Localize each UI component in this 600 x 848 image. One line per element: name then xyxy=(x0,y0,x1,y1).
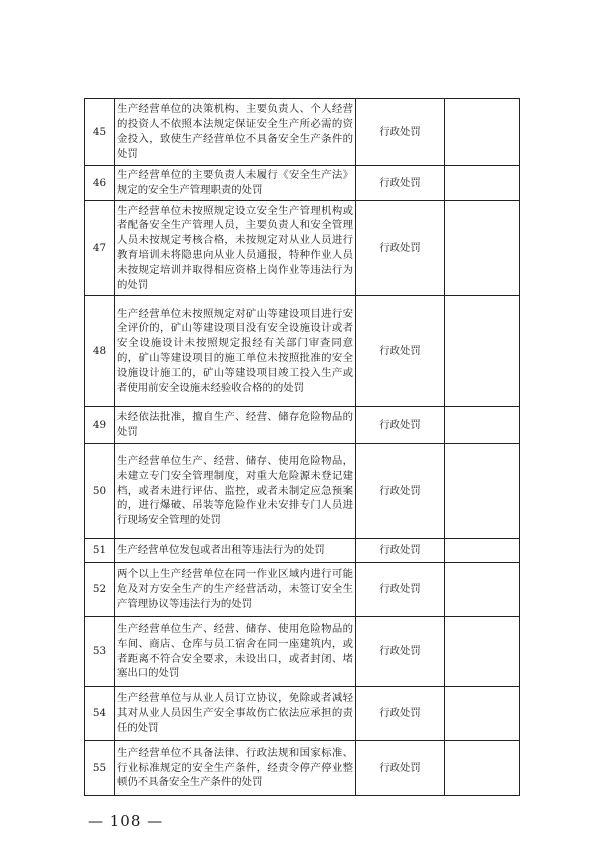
item-description: 生产经营单位生产、经营、储存、使用危险物品的车间、商店、仓库与员工宿舍在同一座建筑内，或者距离不符合安全要求，未设出口，或者封闭、堵塞出口的处罚 xyxy=(115,617,356,687)
item-remark xyxy=(445,296,520,407)
item-category: 行政处罚 xyxy=(356,444,445,539)
item-category: 行政处罚 xyxy=(356,741,445,796)
table-row xyxy=(85,687,520,741)
table-row xyxy=(85,201,520,296)
item-description: 生产经营单位未按照规定对矿山等建设项目进行安全评价的，矿山等建设项目没有安全设施设计或者安全设施设计未按照规定报经有关部门审查同意的，矿山等建设项目的施工单位未按照批准的安全设施设计施工的，矿山等建设项目竣工投入生产或者使用前安全设施未经验收合格的的处罚 xyxy=(115,296,356,407)
item-number: 45 xyxy=(85,99,115,166)
item-category: 行政处罚 xyxy=(356,296,445,407)
item-category: 行政处罚 xyxy=(356,99,445,166)
item-description: 生产经营单位发包或者出租等违法行为的处罚 xyxy=(115,539,356,563)
item-category: 行政处罚 xyxy=(356,617,445,687)
item-description: 生产经营单位的决策机构、主要负责人、个人经营的投资人不依照本法规定保证安全生产所必需的资金投入，致使生产经营单位不具备安全生产条件的处罚 xyxy=(115,99,356,166)
item-category: 行政处罚 xyxy=(356,407,445,444)
item-remark xyxy=(445,201,520,296)
item-number: 55 xyxy=(85,741,115,796)
table-row xyxy=(85,617,520,687)
item-description: 生产经营单位不具备法律、行政法规和国家标准、行业标准规定的安全生产条件，经责令停产停业整顿仍不具备安全生产条件的处罚 xyxy=(115,741,356,796)
table-row xyxy=(85,166,520,201)
item-category: 行政处罚 xyxy=(356,563,445,617)
item-number: 51 xyxy=(85,539,115,563)
item-remark xyxy=(445,444,520,539)
item-number: 49 xyxy=(85,407,115,444)
item-number: 47 xyxy=(85,201,115,296)
table-row xyxy=(85,444,520,539)
item-remark xyxy=(445,617,520,687)
item-number: 48 xyxy=(85,296,115,407)
item-remark xyxy=(445,99,520,166)
item-category: 行政处罚 xyxy=(356,201,445,296)
item-description: 生产经营单位生产、经营、储存、使用危险物品，未建立专门安全管理制度，对重大危险源未登记建档，或者未进行评估、监控，或者未制定应急预案的，进行爆破、吊装等危险作业未安排专门人员进行现场安全管理的处罚 xyxy=(115,444,356,539)
item-description: 未经依法批准，擅自生产、经营、储存危险物品的处罚 xyxy=(115,407,356,444)
table-row xyxy=(85,539,520,563)
item-remark xyxy=(445,563,520,617)
table-row xyxy=(85,296,520,407)
table-row xyxy=(85,407,520,444)
page-number: — 108 — xyxy=(88,812,164,830)
item-description: 生产经营单位的主要负责人未履行《安全生产法》规定的安全生产管理职责的处罚 xyxy=(115,166,356,201)
item-remark xyxy=(445,539,520,563)
table-row xyxy=(85,99,520,166)
item-number: 54 xyxy=(85,687,115,741)
item-number: 52 xyxy=(85,563,115,617)
item-category: 行政处罚 xyxy=(356,166,445,201)
item-remark xyxy=(445,687,520,741)
table-row xyxy=(85,741,520,796)
item-remark xyxy=(445,741,520,796)
item-description: 生产经营单位未按照规定设立安全生产管理机构或者配备安全生产管理人员，主要负责人和安全管理人员未按规定考核合格，未按规定对从业人员进行教育培训未将隐患向从业人员通报，特种作业人员未按规定培训并取得相应资格上岗作业等违法行为的处罚 xyxy=(115,201,356,296)
item-number: 50 xyxy=(85,444,115,539)
item-number: 46 xyxy=(85,166,115,201)
table-row xyxy=(85,563,520,617)
penalty-catalog-table xyxy=(84,98,520,796)
item-category: 行政处罚 xyxy=(356,687,445,741)
item-number: 53 xyxy=(85,617,115,687)
item-description: 两个以上生产经营单位在同一作业区域内进行可能危及对方安全生产的生产经营活动，未签订安全生产管理协议等违法行为的处罚 xyxy=(115,563,356,617)
item-category: 行政处罚 xyxy=(356,539,445,563)
item-remark xyxy=(445,166,520,201)
item-description: 生产经营单位与从业人员订立协议，免除或者减轻其对从业人员因生产安全事故伤亡依法应承担的责任的处罚 xyxy=(115,687,356,741)
item-remark xyxy=(445,407,520,444)
